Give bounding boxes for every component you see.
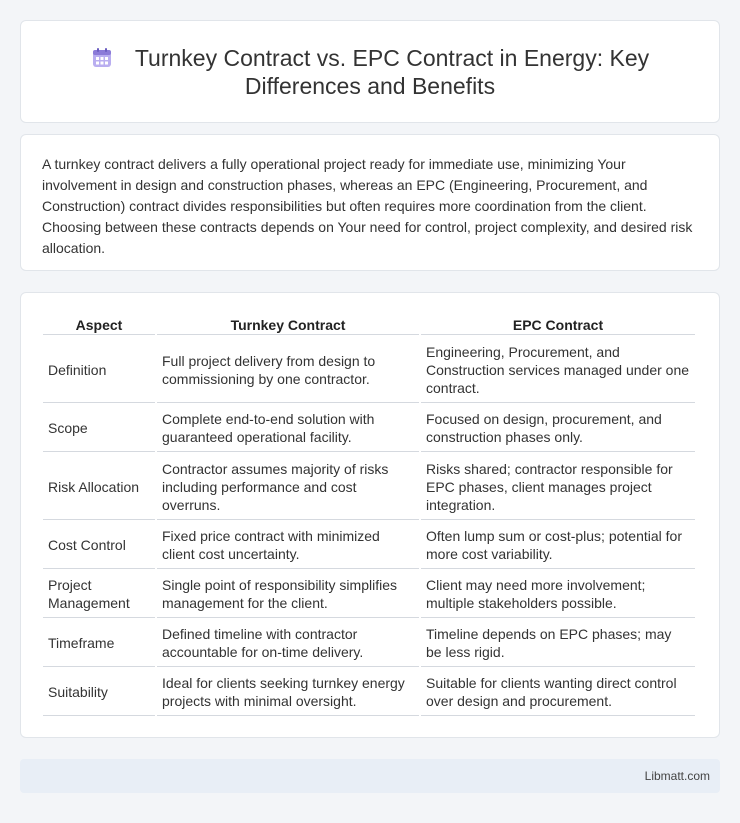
cell-epc: Timeline depends on EPC phases; may be less rigid. — [421, 620, 695, 667]
cell-aspect: Timeframe — [43, 620, 155, 667]
cell-epc: Client may need more involvement; multiple stakeholders possible. — [421, 571, 695, 618]
cell-turnkey: Contractor assumes majority of risks including performance and cost overruns. — [157, 454, 419, 520]
calendar-grid-icon — [91, 47, 113, 69]
page-title-text: Turnkey Contract vs. EPC Contract in Energy: Key Differences and Benefits — [134, 44, 650, 99]
cell-aspect: Project Management — [43, 571, 155, 618]
cell-turnkey: Ideal for clients seeking turnkey energy projects with minimal oversight. — [157, 669, 419, 716]
header-card — [20, 20, 720, 123]
comparison-table-card — [20, 292, 720, 738]
footer-bar — [20, 759, 720, 793]
page-title — [61, 44, 679, 100]
intro-card — [20, 134, 720, 271]
comparison-table — [41, 311, 697, 718]
cell-aspect: Suitability — [43, 669, 155, 716]
cell-aspect: Definition — [43, 337, 155, 403]
table-row — [43, 571, 695, 618]
table-row — [43, 620, 695, 667]
cell-epc: Often lump sum or cost-plus; potential for more cost variability. — [421, 522, 695, 569]
intro-paragraph: A turnkey contract delivers a fully operational project ready for immediate use, minimizing Your involvement in design and construction phases, whereas an EPC (Engineering, Procurement, and Construction) contract divides responsibilities but often requires more coordination from the client. Choosing between these contracts depends on Your need for control, project complexity, and desired risk allocation. — [42, 156, 693, 256]
cell-turnkey: Complete end-to-end solution with guaranteed operational facility. — [157, 405, 419, 452]
cell-turnkey: Fixed price contract with minimized client cost uncertainty. — [157, 522, 419, 569]
column-header-aspect: Aspect — [43, 313, 155, 335]
footer-site-link[interactable]: Libmatt.com — [644, 769, 710, 783]
cell-aspect: Cost Control — [43, 522, 155, 569]
table-row — [43, 337, 695, 403]
cell-aspect: Risk Allocation — [43, 454, 155, 520]
cell-aspect: Scope — [43, 405, 155, 452]
cell-epc: Risks shared; contractor responsible for EPC phases, client manages project integration. — [421, 454, 695, 520]
column-header-turnkey: Turnkey Contract — [157, 313, 419, 335]
table-row — [43, 669, 695, 716]
table-row — [43, 522, 695, 569]
cell-epc: Suitable for clients wanting direct control over design and procurement. — [421, 669, 695, 716]
cell-epc: Engineering, Procurement, and Construction services managed under one contract. — [421, 337, 695, 403]
cell-turnkey: Full project delivery from design to commissioning by one contractor. — [157, 337, 419, 403]
cell-turnkey: Defined timeline with contractor accountable for on-time delivery. — [157, 620, 419, 667]
table-row — [43, 405, 695, 452]
table-row — [43, 454, 695, 520]
column-header-epc: EPC Contract — [421, 313, 695, 335]
table-header-row — [43, 313, 695, 335]
cell-turnkey: Single point of responsibility simplifies management for the client. — [157, 571, 419, 618]
cell-epc: Focused on design, procurement, and construction phases only. — [421, 405, 695, 452]
